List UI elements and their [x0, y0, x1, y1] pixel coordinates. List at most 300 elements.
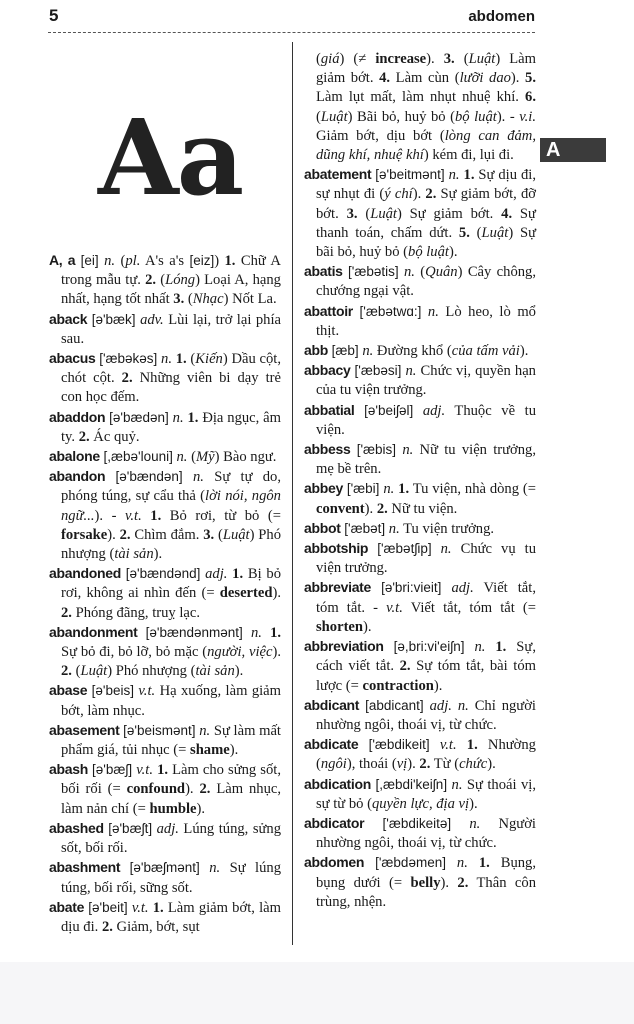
headword: abatis — [304, 263, 343, 280]
headword: abbey — [304, 480, 343, 497]
definition-text: ( — [214, 526, 223, 543]
definition-text: Sự tóm tắt, bài tóm lược (= — [316, 658, 536, 694]
definition-text: ). — [448, 244, 458, 261]
dictionary-entry — [304, 519, 536, 539]
dictionary-entry — [49, 819, 281, 858]
bold-text: forsake — [61, 526, 108, 543]
bold-text: 1. — [224, 253, 236, 269]
headword: abbatial — [304, 401, 355, 418]
definition-text — [485, 639, 495, 655]
bold-text: shame — [190, 742, 230, 759]
headword: abbotship — [304, 540, 369, 557]
headword: abatement — [304, 166, 372, 183]
letter-heading: Aa — [98, 96, 243, 219]
definition-text: ) Dầu cột, chót cột. — [61, 351, 281, 387]
definition-text: Nữ tu viện. — [387, 500, 458, 517]
headword: abbess — [304, 441, 351, 458]
bold-text: 5. — [525, 70, 536, 87]
headword: abdicant — [304, 696, 360, 713]
definition-text: Sự làm mất phẩm giá, tủi nhục (= — [61, 722, 281, 759]
italic-text: giá — [320, 51, 340, 67]
italic-text: lưỡi dao — [459, 70, 511, 87]
bold-text: 2. — [78, 428, 90, 445]
italic-text: v.i. — [519, 108, 536, 125]
headword: abdomen — [304, 854, 365, 871]
italic-text: Nhạc — [192, 291, 224, 308]
italic-text: n. — [250, 624, 262, 641]
pronunciation: ['æbəsi] — [354, 363, 402, 379]
column-divider — [292, 42, 293, 945]
pronunciation: [abdicant] — [365, 697, 424, 713]
dictionary-entry — [304, 341, 536, 361]
definition-text: Chìm đắm. — [130, 526, 204, 543]
italic-text: n. — [469, 815, 481, 832]
pronunciation: ['æbəkəs] — [99, 351, 158, 367]
italic-text: Mỹ — [195, 449, 215, 466]
bold-text: confound — [126, 781, 186, 798]
definition-text: Sự tự do, phóng túng, sự cẩu thả ( — [61, 469, 282, 505]
bold-text: contraction — [362, 677, 434, 694]
italic-text: Lóng — [165, 272, 196, 289]
dictionary-entry — [49, 310, 281, 349]
dictionary-entry — [304, 696, 536, 735]
bold-text: 1. — [478, 855, 490, 872]
definition-text: Lúng túng, sửng sốt, bối rối. — [61, 820, 281, 857]
definition-text: ( — [156, 272, 166, 289]
definition-text: ) — [214, 253, 225, 269]
italic-text: adv. — [140, 311, 164, 328]
definition-text: Bụng, bụng dưới (= — [316, 855, 536, 891]
definition-text — [457, 737, 467, 753]
right-column — [304, 50, 536, 912]
definition-text: Sự thanh toán, chấm dứt. — [316, 205, 536, 241]
pronunciation: ['æbdikeit] — [368, 737, 430, 753]
definition-text: Làm nhục, làm nản chí (= — [61, 781, 281, 817]
definition-text: ) Bãi bỏ, huỷ bỏ ( — [347, 108, 455, 125]
definition-text: ) Nốt La. — [223, 291, 277, 308]
bold-text: 1. — [187, 409, 199, 426]
italic-text: bộ luật — [408, 244, 449, 261]
definition-text: ( — [71, 663, 81, 680]
page-number: 5 — [49, 6, 59, 25]
italic-text: lòng can đảm, dũng khí, nhuệ khí — [316, 127, 536, 164]
definition-text: ). — [363, 618, 372, 635]
italic-text: n. — [161, 351, 172, 368]
italic-text: n. — [199, 722, 211, 739]
italic-text: v.t. — [131, 899, 149, 916]
definition-text: ). — [229, 742, 239, 759]
dictionary-entry — [49, 251, 281, 310]
italic-text: v.t. — [136, 762, 153, 779]
headword: abbreviate — [304, 579, 372, 596]
definition-text: ). — [487, 756, 496, 773]
definition-text — [183, 469, 193, 485]
definition-text: Nhường ( — [316, 737, 536, 773]
italic-text: n. — [209, 860, 221, 877]
bold-text: 6. — [525, 89, 536, 106]
definition-text: Sự dịu đi, sự nhụt đi ( — [316, 167, 536, 203]
italic-text: v.t. — [386, 599, 403, 616]
definition-text — [451, 816, 469, 832]
definition-text — [364, 816, 382, 832]
definition-text — [468, 855, 479, 871]
definition-text: ( — [469, 224, 482, 241]
dictionary-entry — [49, 681, 281, 720]
bold-text: 2. — [199, 781, 211, 798]
definition-text: Những viên bi dạy trẻ con học đếm. — [61, 370, 281, 406]
definition-text: Lò heo, lò mổ thịt. — [316, 303, 536, 339]
definition-text — [364, 855, 375, 871]
bold-text: 1. — [466, 737, 478, 754]
definition-text: Địa ngục, âm ty. — [61, 409, 281, 445]
italic-text: n. — [176, 449, 188, 466]
definition-text: ( — [357, 205, 371, 222]
bold-text: 3. — [443, 51, 455, 67]
definition-text: Người nhường ngôi, thoái vị, từ chức. — [316, 815, 536, 852]
definition-text: ). - — [94, 507, 125, 524]
italic-text: adj. — [205, 566, 228, 583]
definition-text: ). — [440, 874, 458, 891]
headword: abaddon — [49, 408, 106, 425]
definition-text: Giảm bớt, dịu bớt ( — [316, 127, 445, 144]
headword: abasement — [49, 721, 120, 738]
definition-text: Bị bỏ rơi, không ai nhìn đến (= — [61, 566, 281, 602]
definition-text: ) Sự bãi bỏ, huỷ bỏ ( — [316, 224, 536, 261]
definition-text: Đường khổ ( — [373, 343, 452, 360]
headword: abate — [49, 898, 85, 915]
definition-text: ). — [426, 51, 444, 67]
italic-text: n. — [404, 264, 415, 281]
definition-text: ( — [187, 449, 196, 466]
definition-text — [105, 469, 115, 485]
pronunciation: [ə'bæk] — [91, 311, 136, 327]
italic-text: adj. — [156, 820, 179, 837]
headword: abash — [49, 761, 88, 778]
headword: abbot — [304, 519, 341, 536]
pronunciation: [ə'beitmənt] — [375, 167, 445, 183]
italic-text: n. — [451, 776, 463, 793]
dictionary-entry — [49, 760, 281, 819]
definition-text: ) Làm giảm bớt. — [316, 51, 536, 87]
definition-text: ) Bào ngư. — [214, 449, 277, 466]
dictionary-entry — [49, 898, 281, 937]
definition-text: Tu viện, nhà dòng (= — [409, 481, 536, 498]
italic-text: người, việc — [207, 644, 273, 661]
headword: abandonment — [49, 623, 138, 640]
definition-text — [355, 403, 365, 419]
dictionary-entry — [304, 401, 536, 440]
italic-text: adj. — [422, 402, 446, 419]
headword: abb — [304, 342, 328, 359]
pronunciation: ['æbətʃip] — [377, 541, 432, 557]
definition-text: ). — [469, 795, 478, 812]
italic-text: Luật — [320, 108, 348, 125]
pronunciation: [ə,bri:vi'eiʃn] — [393, 639, 465, 655]
pronunciation: [ə'beit] — [88, 899, 128, 915]
headword: abattoir — [304, 302, 353, 319]
headword: abandon — [49, 468, 106, 485]
bold-text: humble — [149, 800, 197, 817]
definition-text: ) Phó nhượng ( — [61, 526, 281, 563]
italic-text: bộ luật — [454, 108, 497, 125]
definition-text: ). — [412, 186, 426, 203]
pronunciation: [ə'bæʃ] — [92, 762, 133, 778]
dictionary-entry — [49, 467, 281, 564]
dictionary-entry — [304, 302, 536, 341]
definition-text — [446, 855, 457, 871]
definition-text: A's a's — [140, 253, 190, 269]
bold-text: 5. — [458, 224, 470, 241]
italic-text: n. — [172, 409, 184, 426]
bold-text: 3. — [173, 291, 185, 308]
bold-text: 2. — [457, 874, 469, 891]
definition-text: Bỏ rơi, từ bỏ (= — [161, 507, 281, 524]
dictionary-entry — [49, 623, 281, 682]
definition-text: Tu viện trưởng. — [399, 520, 495, 537]
headword: abashed — [49, 819, 104, 836]
italic-text: vị — [396, 756, 408, 773]
bold-text: 1. — [463, 167, 475, 184]
bold-text: 2. — [61, 663, 72, 680]
definition-text — [137, 625, 145, 641]
definition-text: Thuộc về tu viện. — [316, 402, 537, 438]
thumb-index-tab[interactable]: A — [540, 138, 606, 162]
bold-text: 3. — [346, 205, 358, 222]
definition-text — [384, 639, 394, 655]
headword: A, a — [49, 252, 76, 268]
definition-text: ). — [510, 70, 526, 87]
bold-text: 1. — [150, 507, 162, 524]
headword: abbreviation — [304, 638, 384, 655]
definition-text: ). — [107, 526, 120, 543]
bold-text: 3. — [203, 526, 215, 543]
definition-text: ). — [272, 585, 281, 602]
definition-text: Nữ tu viện trưởng, mẹ bề trên. — [316, 442, 537, 478]
italic-text: Quân — [425, 264, 458, 281]
definition-text: ( — [186, 351, 196, 368]
definition-text: Sự lúng túng, bối rối, sững sốt. — [61, 860, 281, 896]
bold-text: 4. — [379, 70, 391, 87]
bold-text: 1. — [157, 762, 169, 779]
bold-text: 2. — [419, 756, 431, 773]
pronunciation: [æb] — [331, 343, 359, 359]
headword: abalone — [49, 448, 100, 465]
definition-text — [243, 625, 251, 641]
bold-text: shorten — [316, 618, 364, 635]
dictionary-entry — [304, 578, 536, 637]
pronunciation: [,æbdi'keiʃn] — [375, 776, 448, 792]
definition-text — [371, 580, 381, 596]
bold-text: 1. — [175, 351, 187, 368]
bold-text: 1. — [232, 566, 244, 583]
definition-text — [430, 737, 440, 753]
pronunciation: ['æbdikeitə] — [382, 815, 452, 831]
bold-text: 1. — [152, 899, 164, 916]
dictionary-entry — [304, 50, 536, 165]
definition-text: Hạ xuống, làm giảm bớt, làm nhục. — [61, 683, 282, 719]
definition-text: Làm cho sửng sốt, bối rối (= — [61, 762, 281, 798]
definition-text: ) kém đi, lụi đi. — [423, 147, 514, 164]
italic-text: n. — [440, 541, 452, 558]
pronunciation: ['æbətis] — [348, 264, 399, 280]
definition-text: Chỉ người nhường ngôi, thoái vị, từ chức. — [316, 697, 536, 733]
italic-text: Luật — [370, 205, 397, 222]
definition-text — [432, 541, 441, 557]
definition-text: Làm giảm bớt, làm dịu đi. — [61, 899, 281, 935]
italic-text: ý chí — [384, 186, 413, 203]
headword: abbacy — [304, 362, 351, 379]
pronunciation: ['æbətwɑ:] — [359, 303, 422, 319]
italic-text: n. — [192, 469, 204, 486]
headword: aback — [49, 310, 88, 327]
definition-text: Viết tắt, tóm tắt (= — [402, 599, 537, 616]
pronunciation: ['æbət] — [344, 520, 386, 536]
dictionary-entry — [49, 447, 281, 467]
bold-text: belly — [410, 874, 441, 891]
italic-text: tài sản — [114, 546, 154, 563]
pronunciation: [ə'bæʃmənt] — [129, 860, 200, 876]
definition-text: ). — [196, 800, 206, 817]
bold-text: deserted — [219, 585, 273, 602]
bold-text: convent — [316, 500, 365, 517]
definition-text: Ác quỷ. — [89, 428, 140, 445]
pronunciation: [ə'beiʃəl] — [364, 402, 414, 418]
bold-text: 2. — [121, 370, 133, 387]
definition-text: ( — [414, 264, 426, 281]
pronunciation: [,æbə'louni] — [103, 449, 173, 465]
definition-text: ( — [316, 108, 321, 125]
definition-text: Chức vị, quyền hạn của tu viện trưởng. — [316, 363, 536, 399]
definition-text: ). — [519, 343, 529, 360]
pronunciation: [ə'beismənt] — [123, 722, 196, 738]
pronunciation: [ə'bændənmənt] — [145, 624, 243, 640]
dictionary-entry — [304, 361, 536, 400]
dictionary-entry — [304, 735, 536, 774]
italic-text: v.t. — [124, 507, 142, 524]
definition-text: ). — [364, 500, 377, 517]
italic-text: quyền lực, địa vị — [371, 795, 470, 812]
definition-text: ), thoái ( — [346, 756, 397, 773]
pronunciation: [ei] — [80, 253, 99, 268]
italic-text: Luật — [481, 224, 509, 241]
left-column — [49, 251, 281, 937]
definition-text: Viết tắt, tóm tắt. - — [316, 580, 536, 616]
definition-text: Làm lụt mất, làm nhụt nhuệ khí. — [316, 89, 526, 106]
italic-text: n. — [362, 343, 374, 360]
pronunciation: [ə'bri:vieit] — [381, 580, 442, 596]
bold-text: increase — [375, 51, 427, 67]
bold-text: 1. — [270, 624, 282, 641]
definition-text: ) Phó nhượng ( — [107, 663, 196, 680]
dictionary-entry — [304, 637, 536, 696]
dictionary-entry — [304, 262, 536, 301]
definition-text: Phóng đãng, truỵ lạc. — [71, 604, 201, 621]
definition-text — [262, 625, 270, 641]
definition-text: ( — [316, 51, 321, 67]
dictionary-entry — [304, 853, 536, 912]
dictionary-entry — [304, 539, 536, 578]
dictionary-entry — [49, 564, 281, 623]
definition-text: Sự bỏ đi, bỏ lỡ, bỏ mặc ( — [61, 644, 208, 661]
definition-text: Chữ A trong mẫu tự. — [61, 253, 281, 289]
dictionary-entry — [304, 165, 536, 262]
pronunciation: [eiz] — [189, 253, 215, 268]
bold-text: 2. — [119, 526, 131, 543]
bold-text: 2. — [61, 604, 72, 621]
definition-text — [358, 737, 368, 753]
definition-text: ( — [184, 291, 193, 308]
pronunciation: [ə'bædən] — [109, 409, 169, 425]
italic-text: Luật — [80, 663, 108, 680]
definition-text: ( — [115, 253, 126, 269]
italic-text: adj. — [451, 580, 474, 597]
guide-word: abdomen — [468, 8, 535, 25]
italic-text: v.t. — [138, 683, 156, 700]
italic-text: Kiến — [195, 351, 223, 368]
page-margin — [0, 962, 634, 1024]
definition-text: Sự giảm bớt, đỡ bớt. — [316, 186, 536, 222]
definition-text: Lùi lại, trở lại phía sau. — [61, 311, 281, 347]
definition-text — [464, 639, 474, 655]
italic-text: của tấm vải — [451, 343, 520, 360]
definition-text: ) Sự giảm bớt. — [396, 205, 502, 222]
italic-text: n. — [104, 253, 116, 269]
definition-text: Sự thoái vị, sự từ bỏ ( — [316, 776, 536, 812]
bold-text: 4. — [501, 205, 513, 222]
definition-text: ). — [407, 756, 420, 773]
italic-text: adj. n. — [429, 697, 469, 714]
headword: abacus — [49, 350, 96, 367]
pronunciation: ['æbdəmen] — [375, 855, 446, 871]
pronunciation: [ə'beis] — [91, 683, 134, 699]
bold-text: 1. — [495, 639, 507, 656]
italic-text: n. — [474, 639, 486, 656]
bold-text: 1. — [398, 481, 410, 498]
definition-text — [368, 541, 377, 557]
definition-text — [413, 403, 423, 419]
bold-text: 2. — [425, 186, 437, 203]
italic-text: lời nói, ngôn ngữ... — [61, 488, 281, 524]
definition-text — [142, 508, 151, 524]
italic-text: n. — [383, 481, 395, 498]
dictionary-entry — [304, 440, 536, 479]
dictionary-entry — [49, 858, 281, 897]
pronunciation: [ə'bændən] — [115, 469, 183, 485]
italic-text: n. — [448, 167, 460, 184]
dictionary-entry — [49, 349, 281, 408]
definition-text — [200, 860, 209, 876]
definition-text: ). — [185, 781, 200, 798]
headword: abase — [49, 682, 88, 699]
bold-text: 2. — [145, 272, 157, 289]
dictionary-entry — [49, 721, 281, 760]
definition-text — [120, 860, 129, 876]
definition-text — [441, 580, 451, 596]
definition-text: ). — [272, 644, 281, 661]
dictionary-entry — [304, 814, 536, 853]
italic-text: pl. — [125, 253, 141, 269]
definition-text: Giảm, bớt, sụt — [112, 918, 200, 935]
headword: abdicate — [304, 736, 359, 753]
italic-text: tài sản — [195, 663, 235, 680]
italic-text: n. — [456, 855, 468, 872]
headword: abdicator — [304, 814, 365, 831]
italic-text: v.t. — [439, 737, 457, 754]
headword: abandoned — [49, 565, 121, 582]
pronunciation: [ə'bændənd] — [125, 566, 201, 582]
definition-text: Sự, cách viết tắt. — [316, 639, 536, 675]
definition-text: ( — [454, 51, 469, 67]
